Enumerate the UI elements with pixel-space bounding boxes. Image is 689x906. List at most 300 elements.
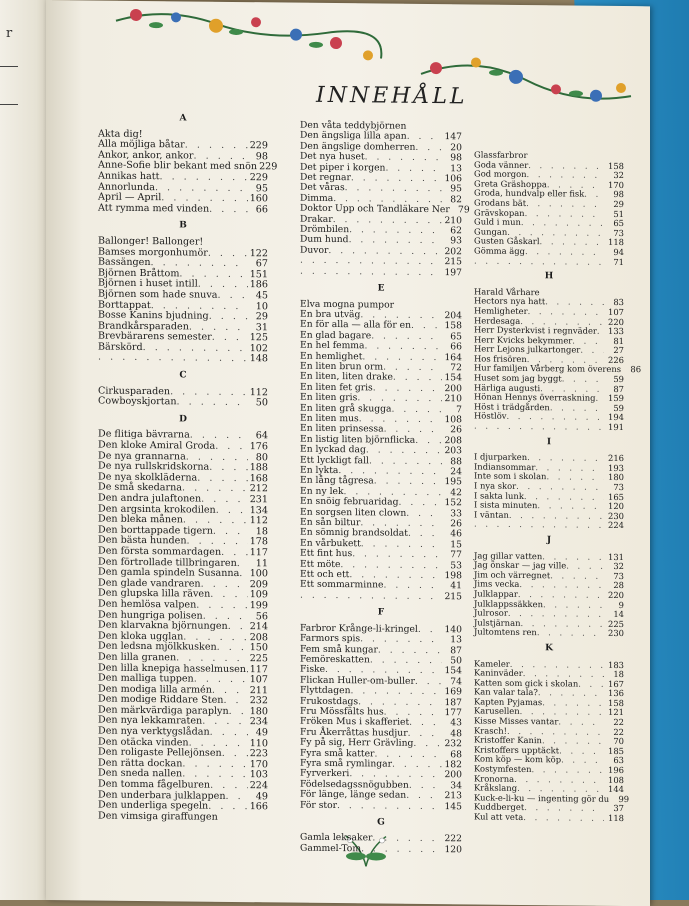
toc-entry-title: I sista minuten: [474, 499, 538, 511]
toc-entry-title: Den borttappade tigern: [98, 524, 213, 537]
toc-entry-title: Den gamla spindeln Susanna: [98, 566, 240, 580]
toc-entry-title: Den förtrollade tillbringaren: [98, 556, 237, 569]
toc-entry-page: 63: [613, 755, 624, 766]
toc-entry-page: 80: [255, 451, 268, 463]
toc-entry-page: 232: [249, 695, 268, 707]
toc-entry-title: En ny lek: [300, 485, 344, 497]
toc-entry-page: 210: [444, 393, 462, 405]
toc-entry-page: 196: [608, 764, 624, 776]
toc-entry-title: Den underbara julklappen: [98, 789, 226, 802]
toc-leader-dots: [210, 590, 247, 601]
toc-entry-title: Ett fint hus: [300, 547, 353, 560]
toc-entry-page: 95: [255, 182, 268, 194]
toc-entry-title: Katten som gick i skolan: [474, 677, 579, 689]
toc-entry-title: Den ängsliga lilla apan: [300, 130, 407, 143]
toc-entry-title: En lykta: [300, 464, 339, 477]
toc-entry-page: 215: [444, 256, 462, 268]
toc-entry-title: Härliga augusti: [474, 382, 541, 393]
toc-entry-title: En liten brun orm: [300, 360, 384, 373]
toc-leader-dots: [371, 331, 442, 342]
page-title: INNEHÅLL: [316, 82, 468, 110]
toc-entry-page: 79: [458, 204, 470, 216]
toc-entry-title: Björnen som hade snuva: [98, 288, 218, 301]
toc-entry: [474, 256, 624, 267]
toc-entry: [300, 843, 462, 855]
contents-column-1: [98, 107, 278, 824]
left-page: [0, 0, 52, 900]
toc-entry-title: Den modige Riddare Sten: [98, 693, 224, 707]
toc-entry-page: 87: [613, 383, 624, 394]
toc-entry-title: Frukostdags: [300, 695, 359, 707]
toc-entry-title: Goda vänner: [474, 159, 529, 170]
toc-entry-title: Kameler: [474, 657, 510, 669]
toc-entry-page: 102: [249, 343, 268, 355]
toc-entry-title: Julrosor: [474, 607, 508, 618]
toc-entry-page: 73: [613, 570, 624, 581]
toc-entry-title: Bärskörd: [98, 341, 143, 353]
toc-entry-title: En liten prinsessa: [300, 423, 384, 435]
toc-leader-dots: [196, 601, 247, 612]
toc-entry-title: En sömnig brandsoldat: [300, 527, 408, 540]
toc-entry-title: En liten fet gris: [300, 381, 373, 394]
toc-leader-dots: [228, 622, 248, 633]
toc-entry-title: För länge, länge sedan: [300, 788, 407, 801]
toc-entry-page: 22: [613, 726, 624, 737]
toc-entry-title: Fru Åkerråttas husdjur: [300, 726, 408, 739]
toc-entry-page: 188: [249, 462, 268, 474]
toc-entry-title: Julklappssäkken: [474, 598, 543, 609]
toc-entry-page: 29: [255, 311, 268, 323]
toc-entry: [300, 800, 462, 812]
toc-entry-page: 214: [249, 621, 268, 633]
toc-entry: [300, 591, 462, 603]
toc-leader-dots: [373, 383, 442, 394]
toc-entry-page: 22: [613, 717, 624, 728]
toc-entry-title: Den kloka ugglan: [98, 630, 184, 643]
toc-leader-dots: [580, 346, 604, 356]
toc-entry-page: 68: [450, 748, 462, 760]
toc-entry-title: De små skedarna: [98, 481, 182, 494]
toc-entry-page: 83: [613, 297, 624, 308]
toc-entry-title: Hectors nya hatt: [474, 295, 546, 307]
toc-entry-page: 11: [255, 557, 268, 569]
toc-entry-page: 122: [249, 247, 268, 259]
toc-entry-page: 66: [255, 203, 268, 216]
toc-entry-page: 72: [450, 362, 462, 374]
toc-entry-page: 93: [450, 235, 462, 247]
toc-entry-page: 62: [450, 225, 462, 237]
toc-entry-page: 14: [613, 609, 624, 620]
toc-leader-dots: [474, 520, 604, 531]
toc-entry-title: Den nya verktygslådan: [98, 725, 210, 738]
toc-entry-page: 195: [444, 476, 462, 488]
toc-entry-title: Grodans bät: [474, 197, 527, 208]
toc-entry-title: Höst i trädgården: [474, 401, 550, 413]
toc-entry-page: 29: [613, 198, 624, 210]
toc-entry-page: 180: [608, 472, 624, 483]
toc-entry-title: Ett lyckligt fall: [300, 454, 369, 466]
toc-entry-page: 65: [450, 330, 462, 343]
toc-entry-page: 32: [613, 561, 624, 572]
toc-entry-title: Anne-Sofie blir bekant med snön: [98, 159, 258, 173]
toc-entry-page: 43: [450, 717, 462, 729]
toc-entry-title: I djurparken: [474, 451, 528, 463]
toc-entry-title: En hemlighet: [300, 350, 363, 362]
toc-entry-page: 178: [249, 536, 268, 548]
toc-entry-title: Kuck-e-li-ku — ingenting gör du: [474, 792, 610, 804]
toc-entry-title: April — April: [98, 191, 162, 204]
toc-entry-page: 226: [608, 354, 624, 365]
toc-leader-dots: [545, 298, 604, 308]
toc-entry-page: 18: [255, 525, 268, 538]
toc-leader-dots: [212, 333, 248, 344]
left-page-line: [0, 104, 18, 105]
toc-entry-page: 220: [608, 316, 624, 327]
toc-entry-page: 166: [249, 801, 268, 813]
toc-entry-page: 133: [608, 325, 624, 337]
toc-entry-title: Ballonger! Ballonger!: [98, 235, 204, 248]
left-page-line: [0, 66, 18, 67]
toc-entry-title: Den nya lekkamraten: [98, 715, 203, 728]
toc-entry-page: 50: [450, 655, 462, 667]
toc-entry-title: Kaninväder: [474, 667, 523, 679]
toc-leader-dots: [370, 655, 442, 666]
toc-entry-title: De nya grannarna: [98, 450, 186, 463]
toc-entry-title: Groda, hundvalp eller fisk: [474, 187, 585, 200]
toc-leader-dots: [415, 436, 442, 447]
toc-entry-page: 232: [444, 738, 462, 750]
toc-entry-title: Herr Kvicks bekymmer: [474, 334, 573, 346]
toc-leader-dots: [562, 374, 604, 384]
toc-entry-title: En sån biltur: [300, 516, 361, 529]
toc-entry-title: Gusten Gåskarl: [474, 235, 540, 247]
toc-entry-page: 73: [613, 481, 624, 493]
toc-entry-title: Farbror Krånge-li-kringel: [300, 622, 418, 635]
toc-entry-title: Kristoffers upptäckt: [474, 744, 560, 756]
toc-entry-page: 152: [444, 497, 462, 509]
toc-entry-page: 125: [249, 332, 268, 344]
toc-entry-page: 229: [249, 140, 268, 152]
toc-entry-page: 176: [249, 441, 268, 453]
toc-leader-dots: [383, 581, 442, 592]
toc-entry-page: 88: [450, 455, 462, 467]
toc-leader-dots: [415, 143, 442, 154]
toc-entry-page: 51: [613, 208, 624, 219]
toc-leader-dots: [537, 628, 604, 638]
toc-entry-title: En vårbukett: [300, 537, 361, 550]
toc-leader-dots: [559, 746, 604, 756]
toc-entry-title: Alla möjliga båtar: [98, 138, 185, 151]
toc-entry-title: Den malliga tuppen: [98, 672, 194, 685]
toc-entry-page: 98: [613, 189, 624, 200]
toc-leader-dots: [361, 844, 442, 855]
toc-entry-title: Kom köp — kom köp: [474, 753, 562, 765]
toc-entry-title: Den märkvärdiga paraplyn: [98, 704, 229, 717]
toc-entry-title: En liten gris: [300, 391, 358, 404]
toc-entry-page: 158: [608, 697, 624, 708]
toc-entry-title: God morgon: [474, 168, 527, 180]
section-letter: A: [179, 113, 187, 124]
toc-entry-page: 160: [249, 193, 268, 205]
section-letter: I: [546, 436, 552, 447]
toc-entry-title: Den bästa hunden: [98, 534, 187, 547]
toc-entry-title: Den ledsna mjölkkusken: [98, 640, 217, 654]
toc-entry-title: Fyra små rymlingar: [300, 757, 393, 770]
toc-entry-title: En liten grå skugga: [300, 402, 392, 415]
toc-entry-page: 56: [255, 610, 268, 622]
toc-entry-title: Jag önskar — jag ville: [474, 559, 567, 571]
toc-entry-page: 159: [608, 393, 624, 404]
toc-entry-title: Gammel-Tom: [300, 842, 362, 855]
toc-entry-title: I väntan: [474, 509, 509, 520]
toc-entry-page: 59: [613, 402, 624, 413]
toc-entry-title: Den våta teddybjörnen: [300, 119, 407, 132]
toc-entry: [98, 811, 268, 823]
toc-entry-title: Brevbärarens semester: [98, 330, 212, 344]
toc-entry-page: 191: [608, 421, 624, 433]
toc-entry-page: 202: [444, 246, 462, 258]
toc-entry-title: Annorlunda: [98, 181, 155, 193]
toc-entry-page: 170: [249, 758, 268, 771]
toc-entry: [474, 628, 624, 639]
toc-entry-title: Fyrverkeri: [300, 768, 350, 780]
toc-entry-page: 131: [608, 551, 624, 562]
toc-entry-page: 49: [255, 790, 268, 802]
toc-entry-title: En listig liten björnflicka: [300, 433, 416, 446]
toc-leader-dots: [369, 456, 442, 467]
toc-entry-page: 134: [249, 504, 268, 516]
toc-entry-page: 213: [444, 790, 462, 802]
toc-entry-title: I nya skor: [474, 480, 517, 491]
toc-leader-dots: [170, 387, 248, 398]
toc-entry-page: 144: [608, 784, 624, 795]
toc-entry-page: 13: [450, 634, 462, 646]
toc-entry-page: 20: [450, 142, 462, 154]
toc-leader-dots: [409, 781, 442, 792]
toc-leader-dots: [208, 248, 248, 259]
toc-entry-title: Den bleka månen: [98, 513, 183, 526]
toc-entry-title: Akta dig!: [98, 128, 143, 140]
toc-entry-title: Den klarvakna björnungen: [98, 619, 228, 633]
toc-entry-title: Krasch!: [474, 725, 508, 736]
toc-entry-page: 70: [613, 736, 624, 747]
toc-entry-page: 103: [249, 769, 268, 781]
toc-entry-page: 187: [444, 696, 462, 708]
toc-entry-title: Hos frisören: [474, 353, 527, 364]
toc-entry-page: 82: [450, 194, 462, 206]
toc-entry-title: Den ängslige domherren: [300, 140, 416, 153]
toc-entry-page: 230: [608, 628, 624, 639]
toc-leader-dots: [474, 422, 604, 433]
toc-entry-page: 108: [608, 774, 624, 785]
toc-entry-title: Grävskopan: [474, 207, 525, 218]
toc-entry-page: 112: [249, 515, 268, 527]
section-letter: E: [377, 283, 385, 294]
toc-entry-title: Karusellen: [474, 705, 520, 717]
toc-entry-title: Gömma ägg: [474, 245, 525, 256]
toc-entry-title: Den argsinta krokodilen: [98, 503, 216, 516]
toc-entry-page: 211: [249, 684, 268, 697]
toc-entry-title: Brandkårsparaden: [98, 320, 189, 333]
toc-entry-title: En lång tågresa: [300, 475, 374, 487]
toc-leader-dots: [209, 204, 248, 215]
toc-entry-page: 140: [444, 623, 462, 636]
toc-entry-title: Den lilla granen: [98, 651, 177, 664]
toc-entry-title: Cirkusparaden: [98, 385, 171, 397]
toc-entry-page: 109: [249, 589, 268, 601]
toc-entry-title: En bra utväg: [300, 308, 361, 321]
toc-entry-title: Dimma: [300, 192, 334, 204]
toc-entry-page: 24: [450, 466, 462, 478]
floral-ornament-top: [106, 1, 386, 64]
toc-leader-dots: [418, 625, 442, 636]
toc-entry-title: Glassfarbror: [474, 149, 528, 161]
toc-leader-dots: [222, 749, 248, 760]
toc-entry-page: 107: [249, 674, 268, 686]
toc-leader-dots: [378, 645, 442, 656]
toc-leader-dots: [229, 707, 248, 718]
toc-entry-title: Fem små kungar: [300, 643, 378, 655]
toc-entry-title: Flyttdagen: [300, 684, 351, 697]
toc-entry-page: 215: [444, 591, 462, 603]
toc-entry-page: 34: [450, 780, 462, 792]
toc-entry-title: Den glupska lilla räven: [98, 587, 211, 601]
toc-entry-title: För stor: [300, 799, 338, 811]
toc-entry-page: 86: [630, 364, 642, 375]
toc-entry-page: 81: [613, 335, 624, 346]
toc-entry-page: 117: [249, 547, 268, 559]
toc-leader-dots: [366, 446, 442, 457]
toc-entry-title: Harald Vårhare: [474, 286, 540, 297]
toc-entry-title: Inte som i skolan: [474, 470, 547, 482]
toc-entry-page: 147: [444, 131, 462, 143]
toc-entry-title: Det våras: [300, 182, 345, 194]
toc-entry-page: 64: [255, 430, 268, 442]
toc-entry-title: Kisse Misses vantar: [474, 715, 559, 727]
toc-entry-title: Fröken Mus i skafferiet: [300, 716, 410, 729]
toc-leader-dots: [185, 141, 248, 152]
toc-entry-page: 106: [444, 173, 462, 185]
toc-leader-dots: [413, 739, 442, 750]
toc-entry-page: 46: [450, 528, 462, 540]
toc-entry-title: Den sneda nallen: [98, 767, 183, 780]
toc-leader-dots: [474, 256, 604, 267]
toc-entry-title: Björnen i huset intill: [98, 277, 198, 290]
toc-entry-page: 225: [249, 653, 268, 665]
toc-entry-title: Bassängen: [98, 256, 151, 269]
toc-entry-page: 180: [249, 706, 268, 718]
toc-entry-title: Jag gillar vatten: [474, 550, 543, 561]
toc-entry-page: 73: [613, 227, 624, 238]
toc-entry-title: Den underliga spegeln: [98, 799, 209, 812]
toc-entry-page: 10: [255, 300, 268, 312]
toc-entry-title: Ett sommarminne: [300, 579, 384, 592]
toc-entry-page: 120: [444, 843, 462, 856]
toc-entry-page: 71: [613, 256, 624, 267]
toc-entry-page: 158: [444, 320, 462, 332]
toc-leader-dots: [409, 718, 442, 729]
toc-entry-page: 100: [249, 568, 268, 580]
toc-entry-title: Det nya huset: [300, 150, 365, 163]
toc-entry-title: Kuddberget: [474, 801, 525, 813]
toc-entry-title: Kostymfesten: [474, 763, 532, 775]
toc-entry-page: 208: [249, 631, 268, 644]
toc-entry-title: En liten mus: [300, 412, 359, 425]
toc-entry-page: 151: [249, 268, 268, 281]
toc-entry-page: 18: [613, 669, 624, 680]
toc-entry-page: 26: [450, 518, 462, 530]
toc-entry-page: 95: [450, 183, 462, 195]
toc-entry: [474, 422, 624, 433]
toc-entry-page: 230: [608, 510, 624, 521]
toc-entry: [98, 353, 268, 365]
section-letter: K: [545, 643, 553, 654]
toc-entry-title: Den kloke Amiral Groda: [98, 439, 216, 452]
toc-entry-title: Den hemlösa valpen: [98, 598, 197, 611]
toc-leader-dots: [213, 527, 248, 538]
toc-leader-dots: [209, 312, 248, 323]
toc-entry: [474, 812, 624, 823]
toc-entry-page: 169: [444, 686, 462, 698]
toc-entry-page: 148: [249, 353, 268, 365]
toc-entry-title: Fiske: [300, 663, 326, 676]
toc-entry-page: 31: [255, 321, 268, 334]
toc-entry-title: Den roligaste Pellejönsen: [98, 746, 222, 760]
toc-entry-title: Borttappat: [98, 299, 151, 311]
toc-entry-title: Farmors spis: [300, 632, 361, 645]
toc-entry-title: Fy på sig, Herr Grävling: [300, 736, 414, 750]
toc-entry-title: Herr Dysterkvist i regnväder: [474, 324, 597, 336]
toc-entry-title: Ett och ett: [300, 568, 350, 581]
toc-entry-title: Kul att veta: [474, 811, 524, 822]
toc-entry-title: Kapten Pyjamas: [474, 696, 543, 708]
toc-entry-page: 208: [444, 434, 462, 447]
toc-leader-dots: [209, 463, 247, 474]
contents-column-2: [300, 119, 470, 856]
section-letter: F: [377, 607, 385, 618]
toc-entry-page: 203: [444, 445, 462, 457]
toc-entry-title: Greta Gräshoppa: [474, 178, 547, 190]
toc-entry-page: 53: [450, 559, 462, 572]
toc-entry-page: [248, 813, 268, 824]
toc-leader-dots: [215, 442, 247, 453]
toc-leader-dots: [595, 394, 604, 404]
toc-entry-title: Jim och värregnet: [474, 569, 551, 581]
toc-entry-page: 48: [450, 727, 462, 740]
toc-leader-dots: [393, 373, 442, 384]
toc-entry-page: 110: [249, 737, 268, 749]
toc-leader-dots: [210, 728, 248, 739]
toc-entry-title: En sorgsen liten clown: [300, 506, 407, 519]
toc-leader-dots: [372, 834, 442, 845]
toc-entry-page: 186: [249, 279, 268, 291]
toc-entry-title: En lyckad dag: [300, 443, 366, 456]
toc-entry-title: Födelsedagssnögubben: [300, 778, 409, 791]
toc-entry-title: Fru Mössfälts hus: [300, 705, 384, 718]
toc-entry-page: 27: [613, 345, 624, 356]
toc-entry-page: 209: [249, 578, 268, 591]
toc-entry-title: Guld i mun: [474, 216, 521, 228]
toc-entry-title: De nya skolkläderna: [98, 471, 198, 484]
left-page-mark: r: [6, 26, 13, 41]
toc-entry-title: Den rätta dockan: [98, 757, 183, 770]
toc-entry-title: Fyra små katter: [300, 747, 375, 760]
toc-entry-page: 223: [249, 748, 268, 760]
toc-entry-page: 65: [613, 218, 624, 229]
toc-entry-page: 150: [249, 642, 268, 654]
toc-leader-dots: [218, 291, 248, 302]
toc-entry: [98, 397, 268, 409]
